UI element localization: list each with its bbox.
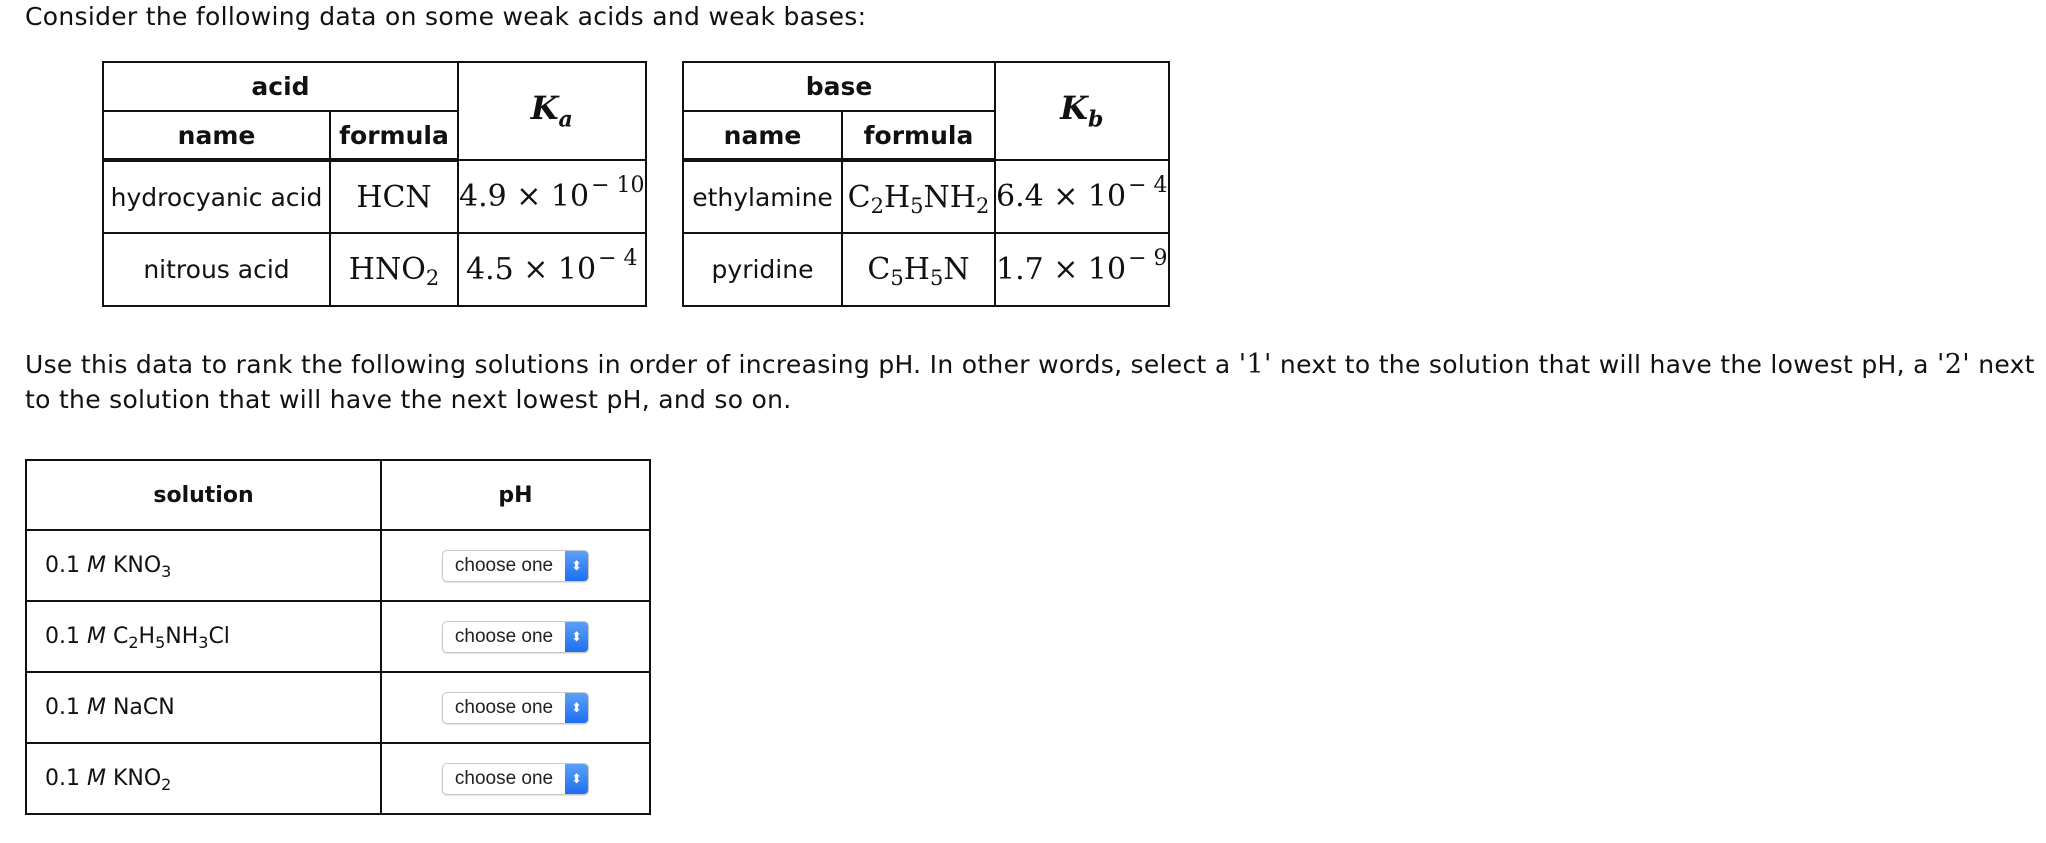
table-row: [103, 233, 646, 306]
base-name-header: name: [683, 111, 842, 160]
kb-value: $6.4 \times 10^{- 4}$: [995, 160, 1169, 233]
solution-label: 0.1 M $KNO_3$: [26, 530, 381, 601]
ka-value: $4.9 \times 10^{- 10}$: [458, 160, 646, 233]
table-row: [26, 672, 650, 743]
acid-formula: HCN: [330, 160, 458, 233]
ph-rank-select[interactable]: choose one ⬍: [442, 621, 589, 653]
base-name: pyridine: [683, 233, 842, 306]
ph-rank-select[interactable]: choose one ⬍: [442, 763, 589, 795]
up-down-chevron-icon: ⬍: [565, 764, 588, 794]
up-down-chevron-icon: ⬍: [565, 693, 588, 723]
solution-header: solution: [26, 460, 381, 530]
ph-cell: [381, 743, 650, 814]
solution-label: 0.1 M $KNO_2$: [26, 743, 381, 814]
base-group-header: base: [683, 62, 995, 111]
ka-header: $K_a$: [458, 62, 646, 160]
table-row: [683, 233, 1169, 306]
solution-label: 0.1 M $C_2H_5NH_3Cl$: [26, 601, 381, 672]
base-formula: $C_2H_5NH_2$: [842, 160, 995, 233]
kb-value: $1.7 \times 10^{- 9}$: [995, 233, 1169, 306]
ph-cell: [381, 601, 650, 672]
solution-table: [25, 459, 651, 815]
acid-group-header: acid: [103, 62, 458, 111]
instructions-text: Use this data to rank the following solutions in order of increasing pH. In other words, select a '1' next to the solution that will have the lowest pH, a '2' next to the solution that will have the next lowest pH, and so on.: [25, 349, 2035, 414]
acid-name: hydrocyanic acid: [103, 160, 330, 233]
ph-cell: [381, 530, 650, 601]
ph-rank-select[interactable]: choose one ⬍: [442, 550, 589, 582]
base-table: [682, 61, 1170, 307]
base-formula: $C_5H_5N$: [842, 233, 995, 306]
base-formula-header: formula: [842, 111, 995, 160]
table-row: [683, 160, 1169, 233]
acid-formula: $HNO_2$: [330, 233, 458, 306]
solution-label: 0.1 M NaCN: [26, 672, 381, 743]
up-down-chevron-icon: ⬍: [565, 551, 588, 581]
table-row: [26, 743, 650, 814]
intro-text: Consider the following data on some weak acids and weak bases:: [25, 2, 867, 31]
acid-name: nitrous acid: [103, 233, 330, 306]
up-down-chevron-icon: ⬍: [565, 622, 588, 652]
ka-value: $4.5 \times 10^{- 4}$: [458, 233, 646, 306]
table-row: [26, 530, 650, 601]
acid-table: [102, 61, 647, 307]
base-name: ethylamine: [683, 160, 842, 233]
table-row: [26, 601, 650, 672]
ph-header: pH: [381, 460, 650, 530]
ph-cell: [381, 672, 650, 743]
table-row: [103, 160, 646, 233]
kb-header: $K_b$: [995, 62, 1169, 160]
ph-rank-select[interactable]: choose one ⬍: [442, 692, 589, 724]
acid-name-header: name: [103, 111, 330, 160]
acid-formula-header: formula: [330, 111, 458, 160]
